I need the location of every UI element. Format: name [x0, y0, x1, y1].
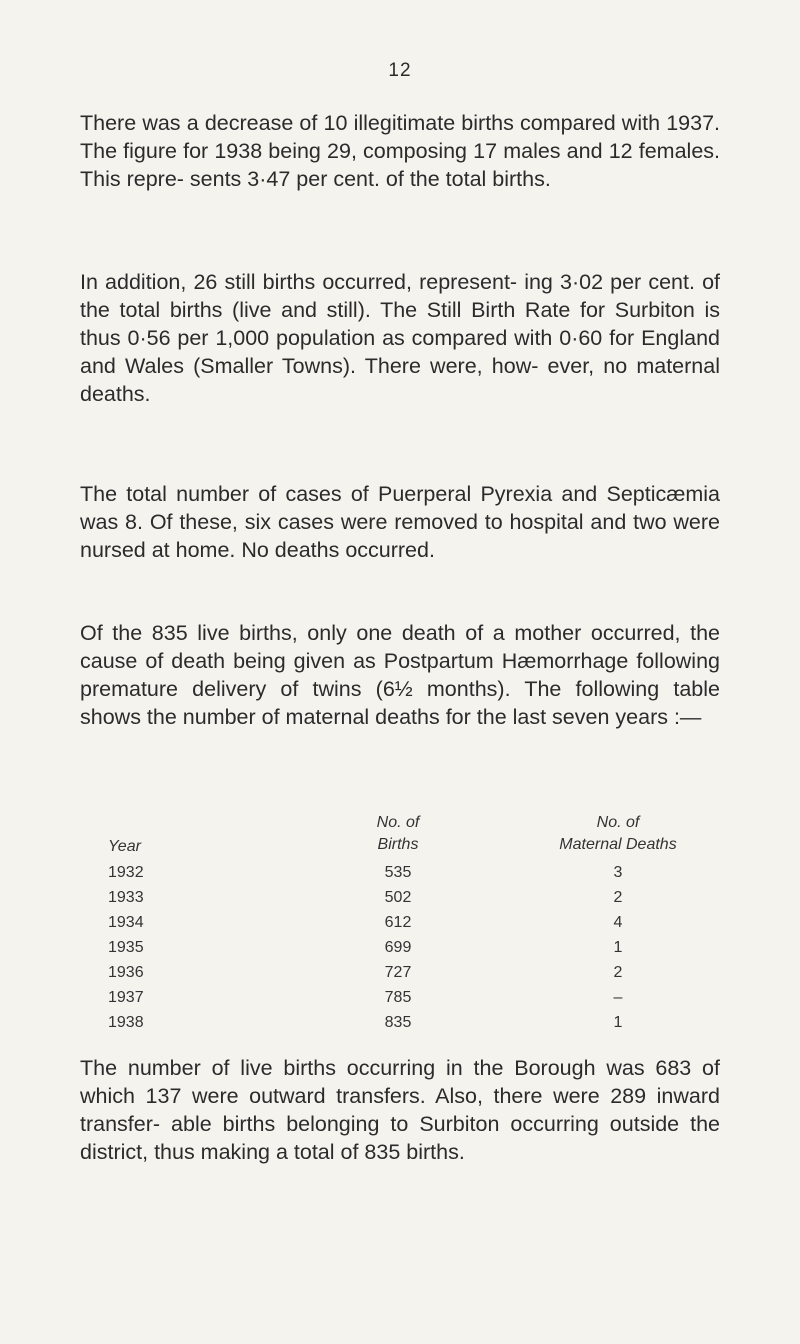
cell-year: 1935: [108, 939, 144, 956]
cell-births: 785: [384, 989, 412, 1006]
cell-births: 699: [384, 939, 412, 956]
header-births: [338, 812, 458, 856]
paragraph-live-births-transfers: The number of live births occurring in the Borough was 683 of which 137 were outward transfers. Also, there were 289 inward transfer- able births belonging to Surbiton occurring outside the district, thus making a total of 835 births.: [80, 1056, 720, 1164]
paragraph-maternal-death: Of the 835 live births, only one death of a mother occurred, the cause of death being given as Postpartum Hæmorrhage following premature delivery of twins (6½ months). The following table shows the number of maternal deaths for the last seven years :—: [80, 621, 720, 729]
table-row: [108, 935, 728, 960]
cell-births: 612: [384, 914, 412, 931]
header-deaths-line2: Maternal Deaths: [559, 836, 677, 853]
paragraph-illegitimate-births: There was a decrease of 10 illegitimate births compared with 1937. The figure for 1938 being 29, composing 17 males and 12 females. This repre- sents 3·47 per cent. of the total births.: [80, 111, 720, 191]
cell-deaths: 2: [613, 889, 623, 906]
cell-year: 1938: [108, 1014, 144, 1031]
header-births-line1: No. of: [376, 814, 420, 831]
cell-deaths: 2: [613, 964, 623, 981]
cell-deaths: –: [613, 989, 623, 1006]
page-number: 12: [388, 60, 412, 81]
cell-year: 1932: [108, 864, 144, 881]
cell-deaths: 1: [613, 1014, 623, 1031]
cell-year: 1934: [108, 914, 144, 931]
cell-deaths: 4: [613, 914, 623, 931]
table-row: [108, 885, 728, 910]
cell-year: 1933: [108, 889, 144, 906]
paragraph-still-births: In addition, 26 still births occurred, represent- ing 3·02 per cent. of the total births (live and still). The Still Birth Rate for Surbiton is thus 0·56 per 1,000 population as compared with 0·60 for England and Wales (Smaller Towns). There were, how- ever, no maternal deaths.: [80, 270, 720, 406]
paragraph-puerperal-pyrexia: The total number of cases of Puerperal Pyrexia and Septicæmia was 8. Of these, six cases were removed to hospital and two were nursed at home. No deaths occurred.: [80, 482, 720, 562]
table-row: [108, 960, 728, 985]
header-births-line2: Births: [377, 836, 419, 853]
table-row: [108, 1010, 728, 1035]
cell-births: 502: [384, 889, 412, 906]
header-deaths: [528, 812, 708, 856]
header-deaths-line1: No. of: [596, 814, 640, 831]
cell-year: 1937: [108, 989, 144, 1006]
maternal-deaths-table: [108, 812, 728, 1035]
table-row: [108, 860, 728, 885]
cell-year: 1936: [108, 964, 144, 981]
header-year: Year: [108, 838, 141, 855]
table-row: [108, 985, 728, 1010]
cell-deaths: 3: [613, 864, 623, 881]
table-row: [108, 910, 728, 935]
cell-births: 535: [384, 864, 412, 881]
cell-births: 835: [384, 1014, 412, 1031]
cell-births: 727: [384, 964, 412, 981]
cell-deaths: 1: [613, 939, 623, 956]
table-header: [108, 812, 728, 860]
